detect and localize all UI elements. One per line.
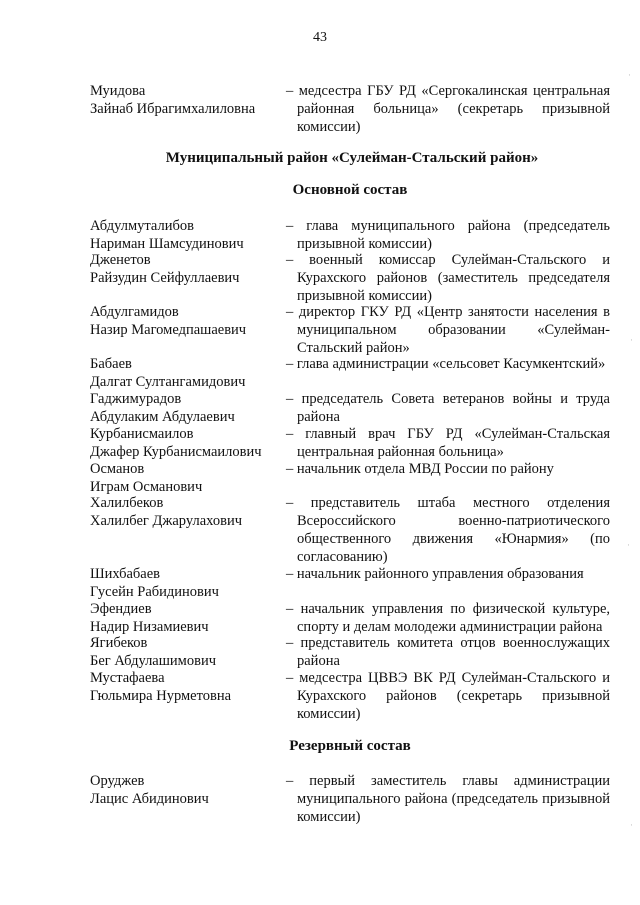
list-item (90, 390, 610, 426)
given-name: Халилбег Джарулахович (90, 513, 242, 529)
surname: Ягибеков (90, 635, 148, 651)
surname: Гаджимурадов (90, 391, 182, 407)
list-item (90, 460, 610, 496)
role-description: – глава муниципального района (председатель призывной комиссии) (286, 218, 610, 252)
page-number: 43 (313, 30, 327, 45)
given-name: Играм Османович (90, 479, 203, 495)
scan-speck: · (630, 335, 633, 345)
given-name: Далгат Султангамидович (90, 374, 246, 390)
person-name (90, 600, 286, 636)
given-name: Нариман Шамсудинович (90, 236, 244, 252)
list-item (90, 494, 610, 566)
surname: Бабаев (90, 356, 132, 372)
list-item (90, 634, 610, 670)
given-name: Надир Низамиевич (90, 619, 209, 635)
person-name (90, 251, 286, 305)
list-item (90, 303, 610, 357)
role-description: – главный врач ГБУ РД «Сулейман-Стальская центральная районная больница» (286, 426, 610, 460)
main-section-title: Основной состав (292, 182, 408, 198)
surname: Оруджев (90, 773, 145, 789)
given-name: Лацис Абидинович (90, 791, 209, 807)
person-name (90, 772, 286, 826)
surname: Халилбеков (90, 495, 164, 511)
role-description: – медсестра ЦВВЭ ВК РД Сулейман-Стальского и Курахского районов (секретарь призывной комиссии) (286, 670, 610, 722)
person-name (90, 82, 286, 136)
role-description: – представитель штаба местного отделения Всероссийского военно-патриотического общественного движения «Юнармия» (по согласованию) (286, 495, 610, 565)
role-description: – медсестра ГБУ РД «Сергокалинская центральная районная больница» (секретарь призывной комиссии) (286, 83, 610, 135)
role-description: – начальник районного управления образования (286, 566, 584, 582)
person-name (90, 303, 286, 357)
surname: Абдулмуталибов (90, 218, 194, 234)
surname: Шихбабаев (90, 566, 160, 582)
list-item (90, 82, 610, 136)
given-name: Бег Абдулашимович (90, 653, 216, 669)
surname: Абдулгамидов (90, 304, 179, 320)
list-item (90, 251, 610, 305)
given-name: Гусейн Рабидинович (90, 584, 219, 600)
role-description: – директор ГКУ РД «Центр занятости населения в муниципальном образовании «Сулейман-Стальский район» (286, 304, 610, 356)
person-name (90, 390, 286, 426)
given-name: Райзудин Сейфуллаевич (90, 270, 240, 286)
person-name (90, 355, 286, 391)
reserve-section-title: Резервный состав (289, 738, 411, 754)
person-name (90, 634, 286, 670)
given-name: Гюльмира Нурметовна (90, 688, 232, 704)
person-name (90, 565, 286, 601)
list-item (90, 355, 610, 391)
district-title: Муниципальный район «Сулейман-Стальский район» (165, 150, 539, 166)
role-description: – первый заместитель главы администрации муниципального района (председатель призывной комиссии) (286, 773, 610, 825)
given-name: Зайнаб Ибрагимхалиловна (90, 101, 256, 117)
surname: Курбанисмаилов (90, 426, 194, 442)
given-name: Джафер Курбанисмаилович (90, 444, 262, 460)
surname: Дженетов (90, 252, 151, 268)
person-name (90, 460, 286, 496)
surname: Османов (90, 461, 145, 477)
list-item (90, 425, 610, 461)
role-description: – начальник управления по физической культуре, спорту и делам молодежи администрации района (286, 601, 610, 635)
given-name: Абдулаким Абдулаевич (90, 409, 235, 425)
surname: Муидова (90, 83, 146, 99)
scan-speck: · (630, 820, 633, 830)
surname: Эфендиев (90, 601, 152, 617)
list-item (90, 217, 610, 253)
role-description: – военный комиссар Сулейман-Стальского и Курахского районов (заместитель председателя призывной комиссии) (286, 252, 610, 304)
scan-speck: · (627, 540, 630, 550)
person-name (90, 669, 286, 723)
person-name (90, 425, 286, 461)
given-name: Назир Магомедпашаевич (90, 322, 247, 338)
surname: Мустафаева (90, 670, 165, 686)
list-item (90, 669, 610, 723)
person-name (90, 217, 286, 253)
list-item (90, 600, 610, 636)
role-description: – председатель Совета ветеранов войны и труда района (286, 391, 610, 425)
role-description: – глава администрации «сельсовет Касумкентский» (286, 356, 606, 372)
scan-speck: · (628, 70, 631, 80)
list-item (90, 772, 610, 826)
role-description: – начальник отдела МВД России по району (286, 461, 554, 477)
role-description: – представитель комитета отцов военнослужащих района (286, 635, 610, 669)
person-name (90, 494, 286, 566)
list-item (90, 565, 610, 601)
